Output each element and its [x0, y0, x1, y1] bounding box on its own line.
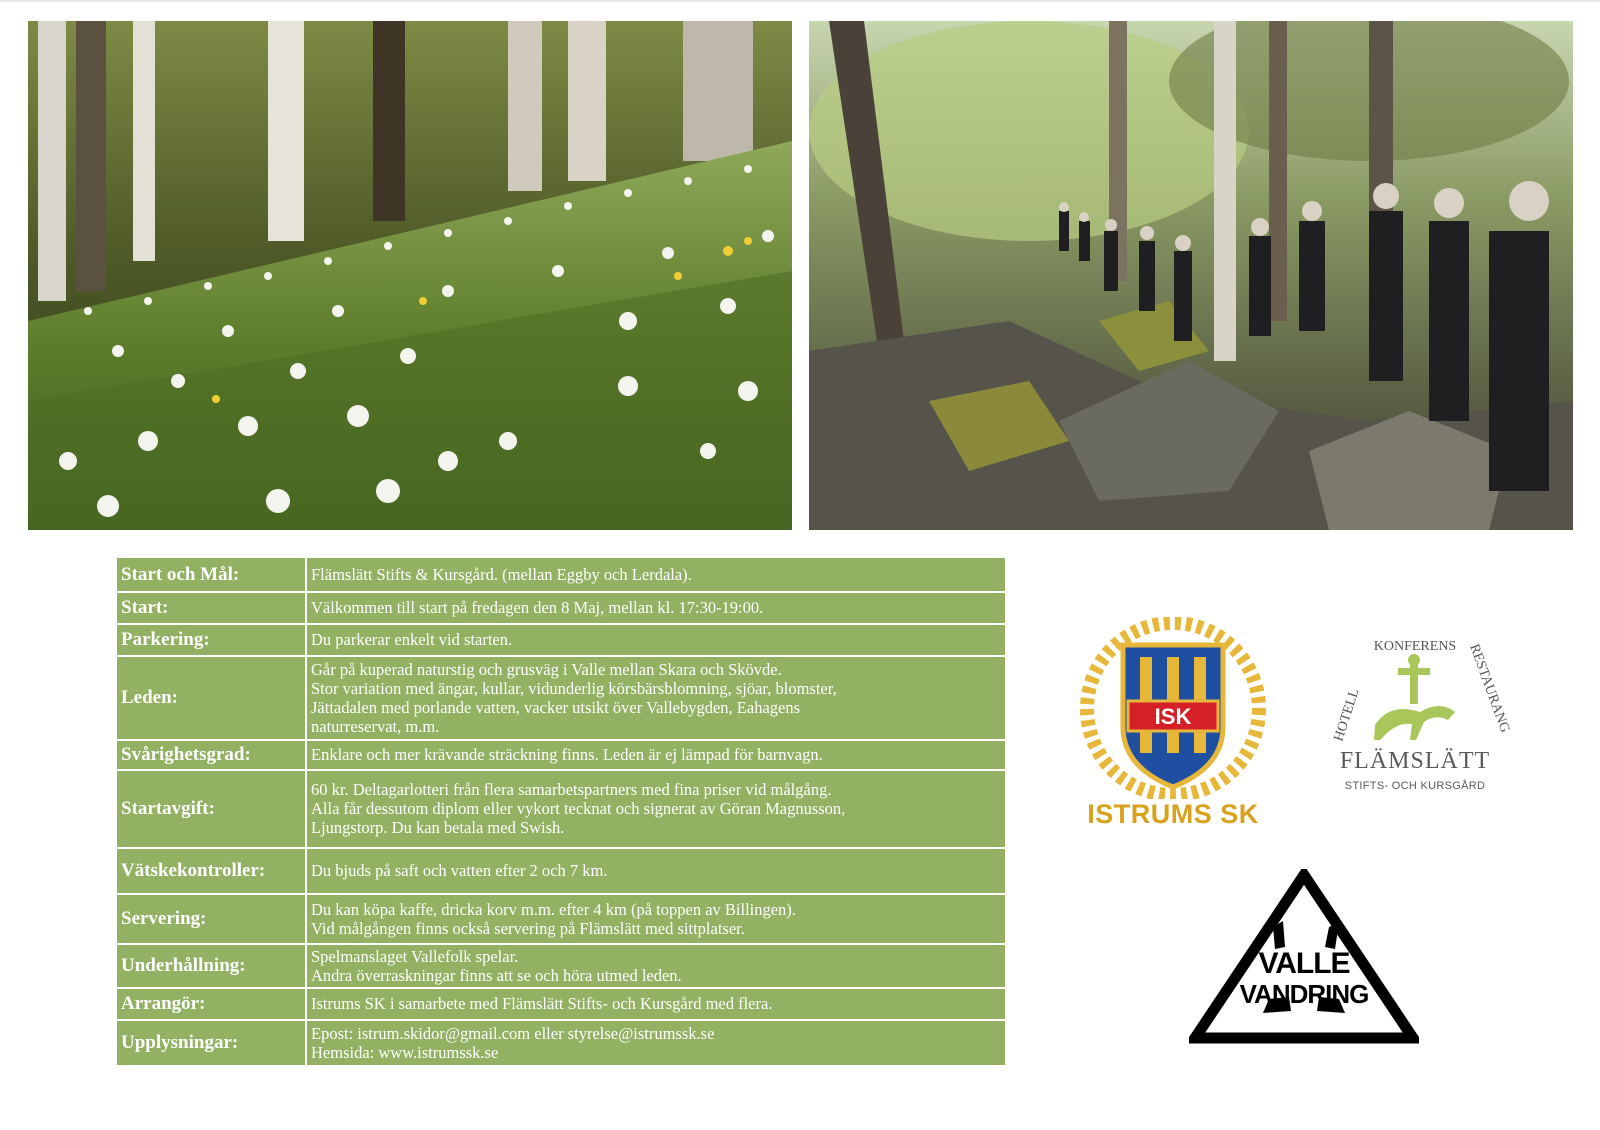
- info-row-line: Du parkerar enkelt vid starten.: [311, 630, 513, 649]
- info-row-line: Ljungstorp. Du kan betala med Swish.: [311, 818, 565, 837]
- info-row: [116, 740, 1006, 770]
- info-row-line: Jättadalen med porlande vatten, vacker utsikt över Vallebygden, Eahagens: [311, 697, 801, 717]
- info-row-label: Parkering:: [116, 624, 306, 656]
- top-rule: [0, 0, 1600, 2]
- flamslatt-ring-left: HOTELL: [1331, 686, 1363, 744]
- flamslatt-emblem: [1320, 630, 1510, 748]
- photo-hikers-trail: [809, 21, 1573, 530]
- info-row-value: [306, 1020, 1006, 1066]
- info-row-line: Alla får dessutom diplom eller vykort tecknat och signerat av Göran Magnusson,: [311, 799, 846, 818]
- info-row-value: [306, 592, 1006, 624]
- istrums-name: ISTRUMS SK: [1087, 799, 1259, 829]
- info-row-line: Epost: istrum.skidor@gmail.com eller styrelse@istrumssk.se: [311, 1023, 715, 1043]
- istrums-sk-logo: [1078, 617, 1268, 832]
- info-row: [116, 557, 1006, 592]
- info-row-value: [306, 557, 1006, 592]
- info-row: [116, 1020, 1006, 1066]
- photo-anemone-forest: [28, 21, 792, 530]
- info-row-line: Enklare och mer krävande sträckning finns. Leden är ej lämpad för barnvagn.: [311, 745, 823, 764]
- istrums-laurel-emblem: [1078, 617, 1268, 799]
- info-row-label: Vätskekontroller:: [116, 848, 306, 894]
- info-row-value: [306, 656, 1006, 740]
- info-row: [116, 624, 1006, 656]
- info-row-label: Start:: [116, 592, 306, 624]
- valle-line1: VALLE: [1258, 947, 1350, 980]
- info-row-line: Du kan köpa kaffe, dricka korv m.m. efter 4 km (på toppen av Billingen).: [311, 899, 796, 919]
- info-row: [116, 848, 1006, 894]
- flamslatt-subtitle: STIFTS- OCH KURSGÅRD: [1344, 780, 1486, 792]
- info-row-value: [306, 894, 1006, 944]
- info-row-label: Start och Mål:: [116, 557, 306, 592]
- info-row-line: Välkommen till start på fredagen den 8 Maj, mellan kl. 17:30-19:00.: [311, 598, 764, 617]
- info-row-line: Istrums SK i samarbete med Flämslätt Stifts- och Kursgård med flera.: [311, 994, 773, 1013]
- flamslatt-ring-top: KONFERENS: [1373, 639, 1457, 654]
- info-row-line: Spelmanslaget Vallefolk spelar.: [311, 946, 519, 966]
- event-info-table: [115, 556, 1007, 1067]
- info-row-value: [306, 770, 1006, 848]
- flamslatt-logo: [1320, 630, 1510, 800]
- info-row-label: Svårighetsgrad:: [116, 740, 306, 770]
- info-row-value: [306, 740, 1006, 770]
- flamslatt-name: FLÄMSLÄTT: [1339, 748, 1491, 774]
- info-row-line: Hemsida: www.istrumssk.se: [311, 1042, 499, 1062]
- info-row-line: naturreservat, m.m.: [311, 716, 440, 736]
- info-row: [116, 656, 1006, 740]
- valle-line2: VANDRING: [1239, 979, 1369, 1009]
- istrums-badge-text: ISK: [1154, 704, 1192, 729]
- info-row-value: [306, 944, 1006, 988]
- info-row: [116, 592, 1006, 624]
- info-row-line: Vid målgången finns också servering på Flämslätt med sittplatser.: [311, 918, 745, 938]
- info-row-line: Andra överraskningar finns att se och höra utmed leden.: [311, 965, 682, 985]
- flamslatt-ring-right: RESTAURANG: [1466, 642, 1510, 735]
- info-row-label: Servering:: [116, 894, 306, 944]
- info-row-line: 60 kr. Deltagarlotteri från flera samarbetspartners med fina priser vid målgång.: [311, 780, 832, 799]
- info-row: [116, 770, 1006, 848]
- info-row-line: Stor variation med ängar, kullar, vidunderlig körsbärsblomning, sjöar, blomster,: [311, 678, 837, 698]
- info-row-label: Startavgift:: [116, 770, 306, 848]
- info-row-value: [306, 624, 1006, 656]
- info-row-label: Arrangör:: [116, 988, 306, 1020]
- info-row-value: [306, 988, 1006, 1020]
- info-row-line: Flämslätt Stifts & Kursgård. (mellan Eggby och Lerdala).: [311, 564, 692, 584]
- valle-vandring-logo: [1189, 869, 1419, 1044]
- info-row-line: Du bjuds på saft och vatten efter 2 och 7 km.: [311, 861, 608, 880]
- info-row-label: Leden:: [116, 656, 306, 740]
- info-row: [116, 988, 1006, 1020]
- info-row-label: Underhållning:: [116, 944, 306, 988]
- info-row: [116, 944, 1006, 988]
- info-row-label: Upplysningar:: [116, 1020, 306, 1066]
- info-row-value: [306, 848, 1006, 894]
- info-row-line: Går på kuperad naturstig och grusväg i Valle mellan Skara och Skövde.: [311, 659, 782, 679]
- info-row: [116, 894, 1006, 944]
